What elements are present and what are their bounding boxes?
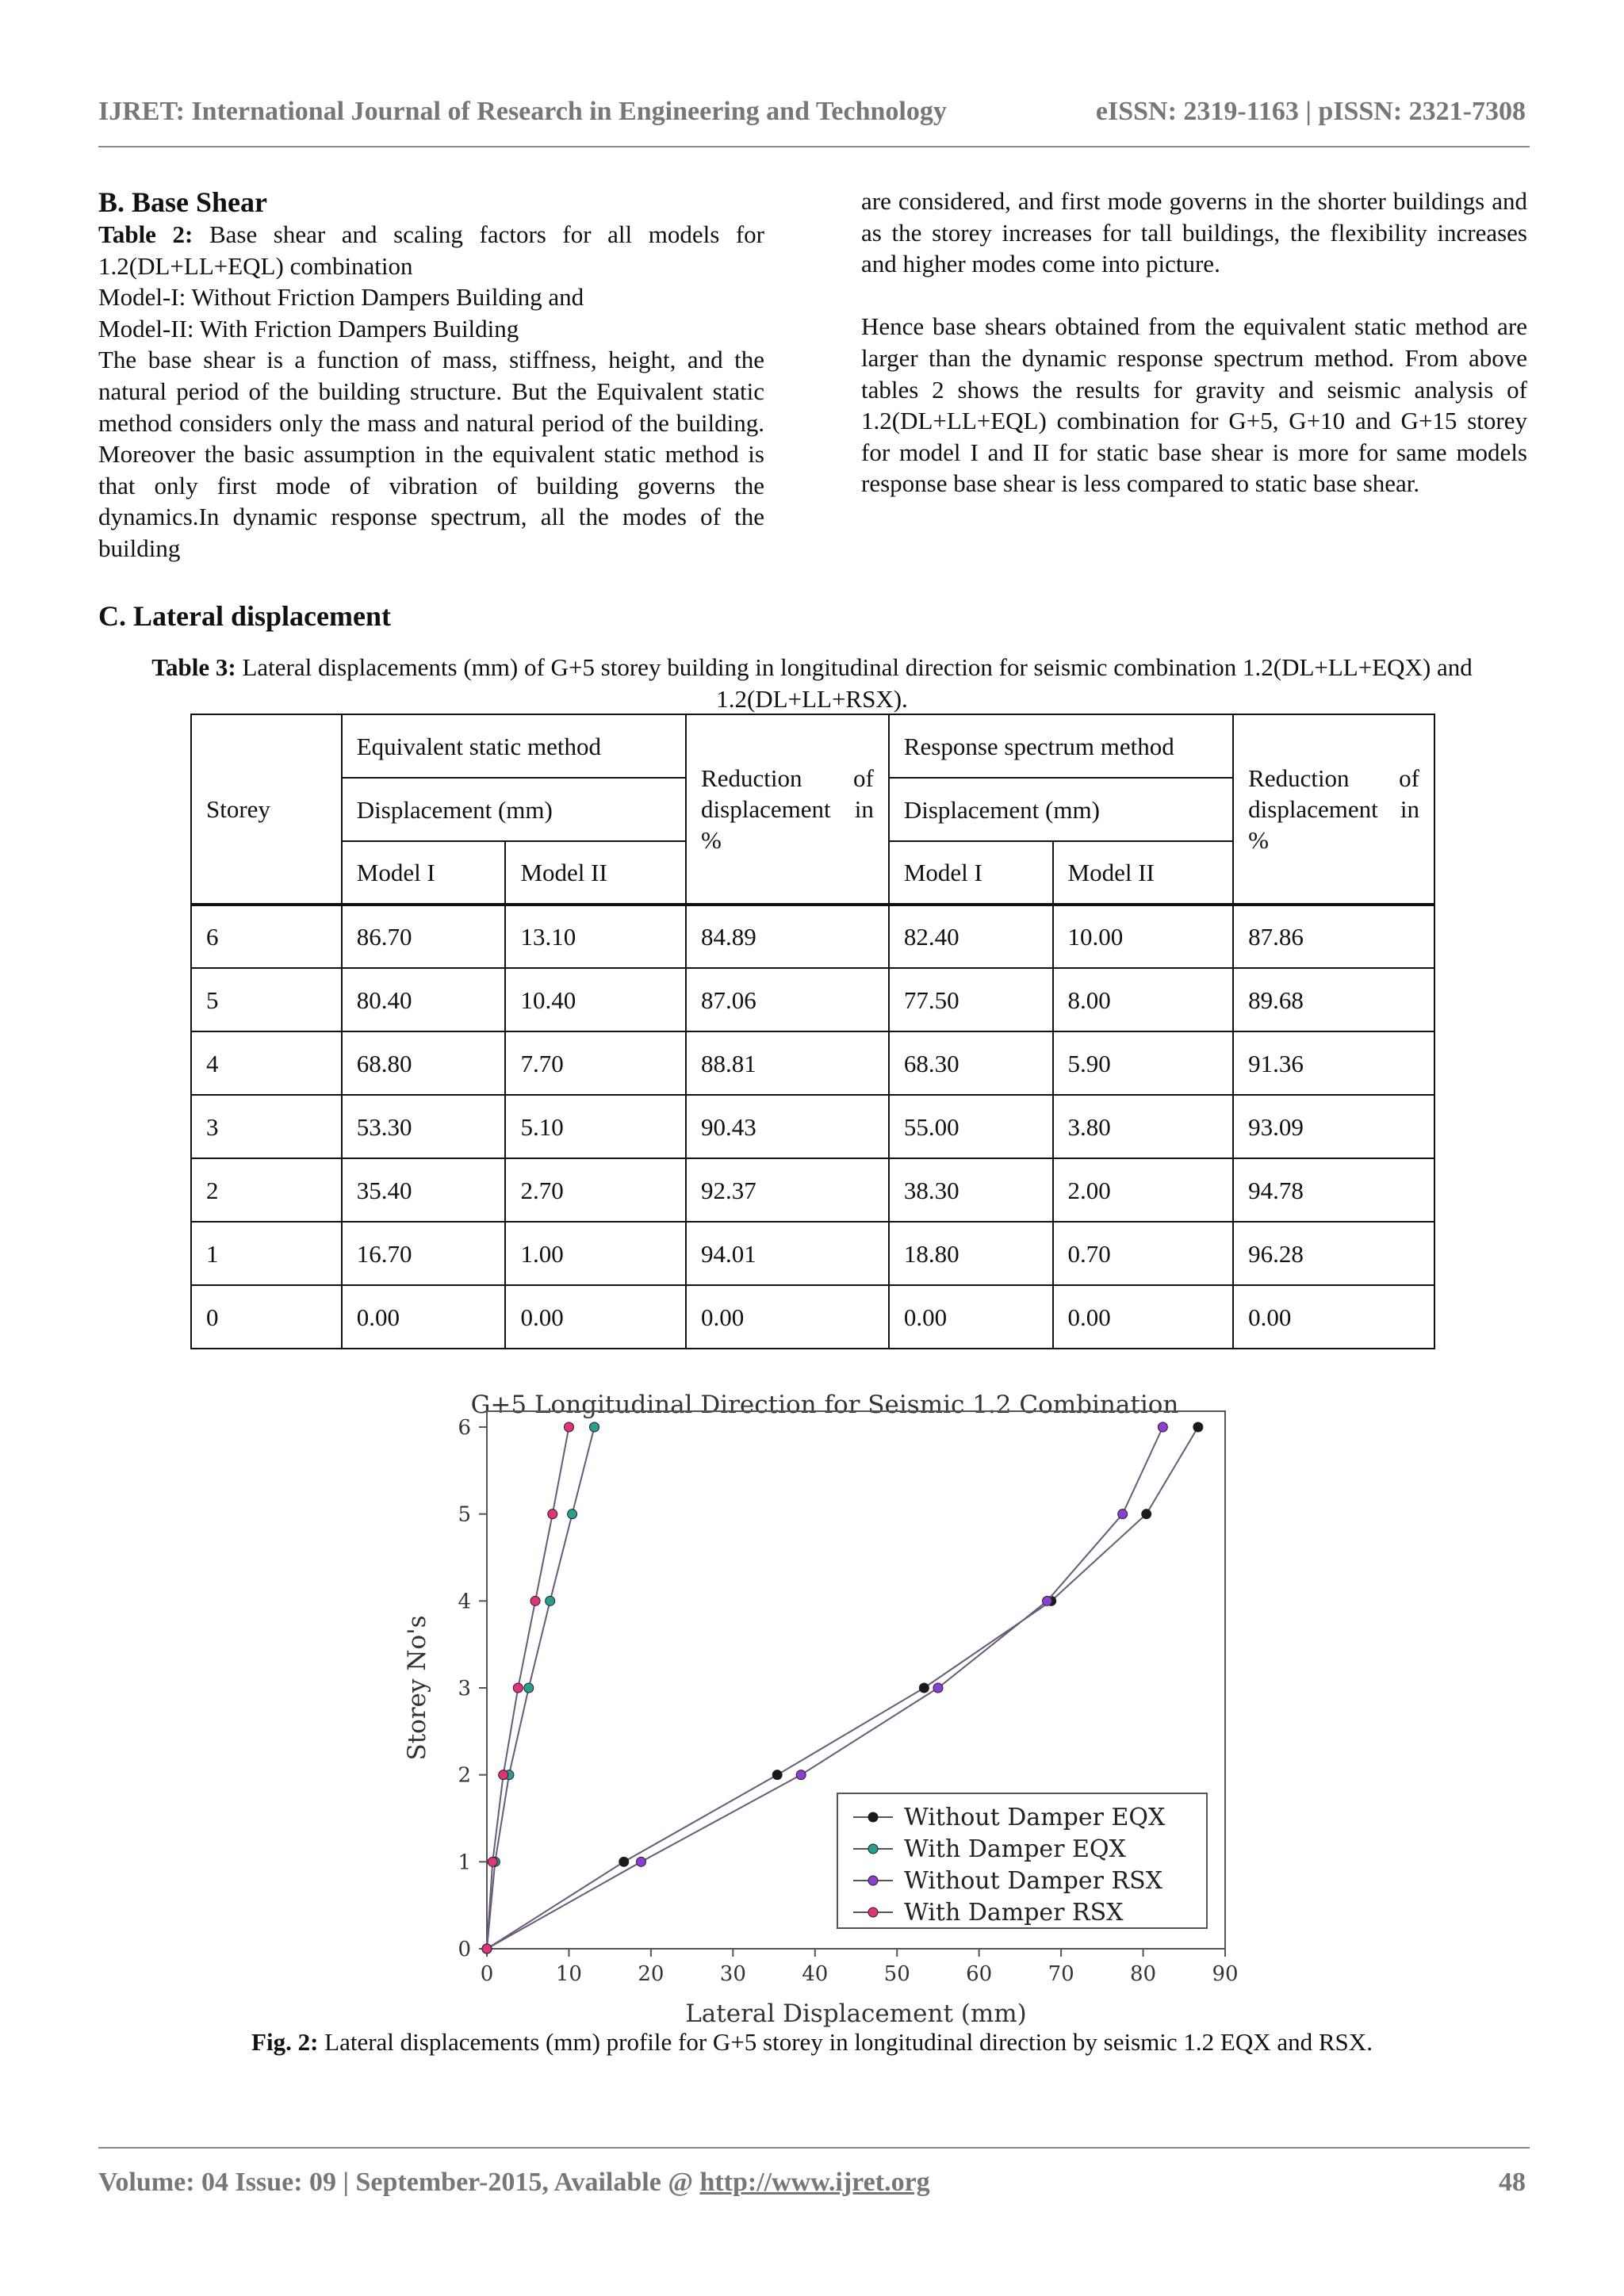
header-model1-rsm: Model I	[889, 841, 1053, 905]
cell: 35.40	[342, 1158, 506, 1222]
cell: 4	[191, 1031, 342, 1095]
data-point	[548, 1510, 557, 1519]
cell: 77.50	[889, 968, 1053, 1031]
figure-2-caption	[98, 2026, 1526, 2058]
cell: 92.37	[686, 1158, 889, 1222]
cell: 38.30	[889, 1158, 1053, 1222]
legend-marker	[868, 1844, 878, 1854]
data-point	[564, 1422, 573, 1432]
figure-2-chart	[389, 1387, 1261, 2030]
data-point	[488, 1857, 497, 1866]
table-row	[191, 1095, 1434, 1158]
data-point	[619, 1857, 629, 1866]
cell: 91.36	[1233, 1031, 1434, 1095]
cell: 0.00	[686, 1285, 889, 1349]
header-reduction-rsm: Reduction of displacement in %	[1233, 714, 1434, 905]
cell: 82.40	[889, 905, 1053, 968]
cell: 8.00	[1053, 968, 1234, 1031]
table-row	[191, 1285, 1434, 1349]
legend-label: With Damper RSX	[904, 1899, 1124, 1927]
cell: 5	[191, 968, 342, 1031]
footer-volume	[98, 2168, 930, 2198]
fig2-label: Fig. 2:	[251, 2028, 319, 2056]
base-shear-paragraph: The base shear is a function of mass, stiffness, height, and the natural period of the building structure. But the Equivalent static method considers only the mass and natural period of the building. Moreover the basic assumption in the equivalent static method is that only first mode of vibration of building governs the dynamics.In dynamic response spectrum, all the modes of the building	[98, 346, 764, 562]
header-storey: Storey	[191, 714, 342, 905]
table3	[190, 714, 1435, 1349]
page-number: 48	[1499, 2168, 1526, 2197]
cell: 0.00	[889, 1285, 1053, 1349]
header-equivalent-static: Equivalent static method	[342, 714, 686, 778]
cell: 87.86	[1233, 905, 1434, 968]
footer-volume-text: Volume: 04 Issue: 09 | September-2015, Available @	[98, 2168, 700, 2197]
x-tick-label: 40	[802, 1962, 829, 1986]
y-tick-label: 2	[458, 1763, 471, 1788]
cell: 89.68	[1233, 968, 1434, 1031]
legend-marker	[868, 1908, 878, 1917]
cell: 5.10	[505, 1095, 686, 1158]
page-footer	[98, 2168, 1526, 2202]
cell: 2.70	[505, 1158, 686, 1222]
cell: 87.06	[686, 968, 889, 1031]
data-point	[1142, 1510, 1151, 1519]
data-point	[499, 1770, 508, 1780]
cell: 88.81	[686, 1031, 889, 1095]
journal-link[interactable]: http://www.ijret.org	[699, 2168, 930, 2197]
x-tick-label: 60	[966, 1962, 993, 1986]
cell: 68.30	[889, 1031, 1053, 1095]
chart-title: G+5 Longitudinal Direction for Seismic 1.2 Combination	[470, 1391, 1179, 1419]
table2-label: Table 2:	[98, 220, 193, 248]
x-axis-label: Lateral Displacement (mm)	[685, 1999, 1027, 2028]
data-point	[530, 1596, 540, 1605]
cell: 5.90	[1053, 1031, 1234, 1095]
table-row	[191, 968, 1434, 1031]
cell: 96.28	[1233, 1222, 1434, 1285]
data-point	[590, 1422, 599, 1432]
table-row	[191, 1222, 1434, 1285]
cell: 1.00	[505, 1222, 686, 1285]
cell: 7.70	[505, 1031, 686, 1095]
cell: 0.00	[1053, 1285, 1234, 1349]
right-paragraph-2: Hence base shears obtained from the equivalent static method are larger than the dynamic response spectrum method. From above tables 2 shows the results for gravity and seismic analysis of 1.2(DL+LL+EQL) combination for G+5, G+10 and G+15 storey for model I and II for static base shear is more for same models response base shear is less compared to static base shear.	[861, 312, 1527, 498]
data-point	[1193, 1422, 1203, 1432]
section-b-title: B. Base Shear	[98, 186, 268, 218]
header-model2-esm: Model II	[505, 841, 686, 905]
cell: 86.70	[342, 905, 506, 968]
cell: 80.40	[342, 968, 506, 1031]
cell: 53.30	[342, 1095, 506, 1158]
fig2-caption-text: Lateral displacements (mm) profile for G+5 storey in longitudinal direction by seismic 1.2 EQX and RSX.	[324, 2028, 1373, 2056]
x-tick-label: 10	[555, 1962, 582, 1986]
data-point	[919, 1683, 929, 1693]
data-point	[933, 1683, 943, 1693]
y-tick-label: 6	[458, 1416, 471, 1440]
table-row	[191, 1158, 1434, 1222]
y-tick-label: 0	[458, 1938, 471, 1961]
cell: 18.80	[889, 1222, 1053, 1285]
data-point	[1118, 1510, 1128, 1519]
cell: 13.10	[505, 905, 686, 968]
x-tick-label: 30	[719, 1962, 746, 1986]
cell: 6	[191, 905, 342, 968]
table3-caption	[98, 652, 1526, 715]
x-tick-label: 70	[1048, 1962, 1074, 1986]
series-line-1	[487, 1427, 595, 1949]
cell: 0	[191, 1285, 342, 1349]
data-point	[513, 1683, 523, 1693]
legend-label: With Damper EQX	[904, 1835, 1126, 1863]
data-point	[796, 1770, 806, 1780]
header-displacement-esm: Displacement (mm)	[342, 778, 686, 841]
header-reduction-esm: Reduction of displacement in %	[686, 714, 889, 905]
data-point	[546, 1596, 555, 1605]
x-tick-label: 0	[480, 1962, 494, 1986]
data-point	[568, 1510, 577, 1519]
cell: 10.00	[1053, 905, 1234, 968]
data-point	[1158, 1422, 1167, 1432]
cell: 94.78	[1233, 1158, 1434, 1222]
data-point	[524, 1683, 534, 1693]
table-row	[191, 1031, 1434, 1095]
issn: eISSN: 2319-1163 | pISSN: 2321-7308	[1095, 97, 1526, 126]
y-tick-label: 4	[458, 1590, 471, 1614]
data-point	[772, 1770, 782, 1780]
header-model1-esm: Model I	[342, 841, 506, 905]
x-tick-label: 90	[1212, 1962, 1239, 1986]
cell: 16.70	[342, 1222, 506, 1285]
cell: 93.09	[1233, 1095, 1434, 1158]
cell: 3.80	[1053, 1095, 1234, 1158]
table3-label: Table 3:	[151, 653, 236, 681]
legend-marker	[868, 1812, 878, 1822]
left-column	[98, 186, 764, 564]
cell: 0.00	[1233, 1285, 1434, 1349]
data-point	[636, 1857, 645, 1866]
model2-text: Model-II: With Friction Dampers Building	[98, 314, 519, 342]
page-header	[98, 97, 1526, 132]
legend-marker	[868, 1876, 878, 1885]
cell: 84.89	[686, 905, 889, 968]
x-tick-label: 80	[1130, 1962, 1157, 1986]
cell: 68.80	[342, 1031, 506, 1095]
table2-caption	[98, 219, 764, 281]
right-paragraph-1: are considered, and first mode governs in the shorter buildings and as the storey increases for tall buildings, the flexibility increases and higher modes come into picture.	[861, 187, 1527, 278]
legend-label: Without Damper EQX	[904, 1804, 1166, 1831]
table-row	[191, 905, 1434, 968]
chart-svg	[389, 1387, 1261, 2030]
header-response-spectrum: Response spectrum method	[889, 714, 1233, 778]
data-point	[482, 1944, 492, 1954]
right-column	[861, 186, 1527, 499]
data-point	[1043, 1596, 1052, 1605]
cell: 0.00	[505, 1285, 686, 1349]
x-tick-label: 50	[883, 1962, 910, 1986]
cell: 10.40	[505, 968, 686, 1031]
y-tick-label: 3	[458, 1677, 471, 1701]
cell: 1	[191, 1222, 342, 1285]
cell: 3	[191, 1095, 342, 1158]
cell: 55.00	[889, 1095, 1053, 1158]
header-displacement-rsm: Displacement (mm)	[889, 778, 1233, 841]
cell: 0.00	[342, 1285, 506, 1349]
footer-rule	[98, 2147, 1530, 2149]
table3-caption-text: Lateral displacements (mm) of G+5 storey building in longitudinal direction for seismic combination 1.2(DL+LL+EQX) and 1.2(DL+LL+RSX).	[242, 653, 1473, 713]
cell: 94.01	[686, 1222, 889, 1285]
cell: 90.43	[686, 1095, 889, 1158]
y-axis-label: Storey No's	[403, 1615, 431, 1761]
journal-title: IJRET: International Journal of Research in Engineering and Technology	[98, 97, 947, 126]
y-tick-label: 5	[458, 1502, 471, 1527]
header-rule	[98, 146, 1530, 147]
header-model2-rsm: Model II	[1053, 841, 1234, 905]
section-c-title: C. Lateral displacement	[98, 600, 391, 632]
cell: 2	[191, 1158, 342, 1222]
y-tick-label: 1	[458, 1850, 471, 1875]
table2-caption-text: Base shear and scaling factors for all models for 1.2(DL+LL+EQL) combination	[98, 220, 765, 280]
cell: 0.70	[1053, 1222, 1234, 1285]
cell: 2.00	[1053, 1158, 1234, 1222]
x-tick-label: 20	[638, 1962, 665, 1986]
model1-text: Model-I: Without Friction Dampers Building and	[98, 283, 584, 312]
legend-label: Without Damper RSX	[904, 1867, 1162, 1895]
